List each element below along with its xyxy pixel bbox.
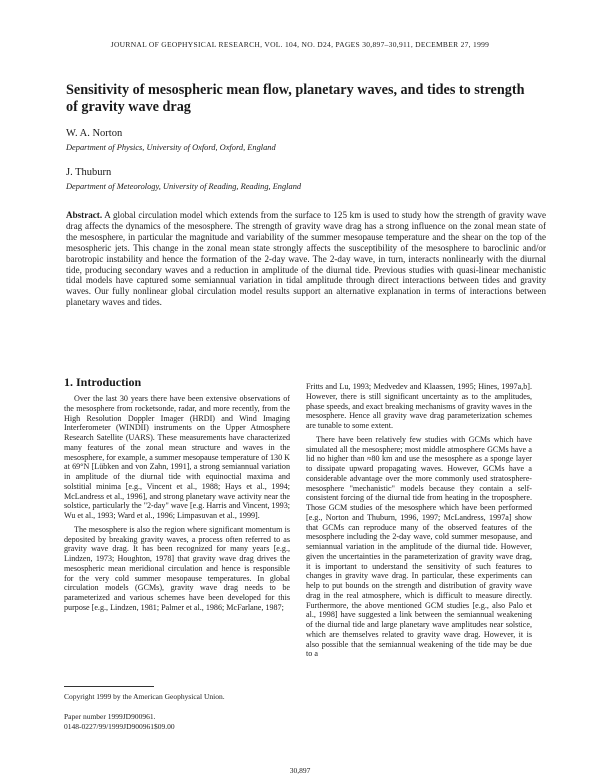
- abstract: [66, 210, 546, 308]
- left-paragraph-2: The mesosphere is also the region where significant momentum is deposited by breaking gravity waves, a process often referred to as gravity wave drag. It has been recognized for many years [e.g., Lindzen, 1973; Houghton, 1978] that gravity wave drag drives the mesospheric mean meridional circulation and hence is responsible for the very cold summer mesopause temperatures. In global circulation models (GCMs), gravity wave drag needs to be parameterized and various schemes have been developed for this purpose [e.g., Lindzen, 1981; Palmer et al., 1986; McFarlane, 1987;: [64, 524, 290, 612]
- section-heading-introduction: 1. Introduction: [64, 375, 142, 389]
- page-number: 30,897: [289, 766, 311, 775]
- author-name-1: W. A. Norton: [66, 128, 123, 139]
- right-paragraph-2: There have been relatively few studies with GCMs which have simulated all the mesosphere; most middle atmosphere GCMs have a lid no higher than ≈80 km and use the mesosphere as a sponge layer to dissipate upward propagating waves. However, GCMs have a considerable advantage over the more commonly used stratosphere-mesosphere "mechanistic" models because they contain a self-consistent forcing of the diurnal tide from heating in the troposphere. Those GCM studies of the mesosphere which have been performed [e.g., Norton and Thuburn, 1996, 1997; McLandress, 1997a] show that GCMs can reproduce many of the observed features of the mesosphere including the 2-day wave, cold summer mesopause, and semiannual variation in the amplitude of the diurnal tide. However, given the uncertainties in the parameterization of gravity wave drag, it is important to understand the sensitivity of such features to changes in gravity wave drag. In particular, these experiments can help to put bounds on the strength and distribution of gravity wave drag in the real atmosphere, which is difficult to measure directly. Furthermore, the above mentioned GCM studies [e.g., also Palo et al., 1998] have suggested a link between the semiannual weakening of the diurnal tide and large planetary wave amplitudes near solstice, which are themselves related to gravity wave drag. However, it is also possible that the semiannual weakening of the tide may be due to a: [306, 434, 532, 659]
- right-paragraph-1: Fritts and Lu, 1993; Medvedev and Klaassen, 1995; Hines, 1997a,b]. However, there is still significant uncertainty as to the amplitudes, phase speeds, and exact breaking mechanisms of gravity waves in the mesosphere. Hence all gravity wave drag parameterization schemes are tunable to some extent.: [306, 382, 532, 430]
- copyright-notice: Copyright 1999 by the American Geophysical Union.: [64, 692, 225, 701]
- author-affiliation-1: Department of Physics, University of Oxford, Oxford, England: [66, 143, 276, 152]
- footnote-rule: [64, 686, 154, 687]
- right-column: [306, 382, 532, 663]
- paper-title: Sensitivity of mesospheric mean flow, planetary waves, and tides to strength of gravity wave drag: [66, 82, 525, 115]
- abstract-label: Abstract.: [66, 210, 103, 220]
- paper-number: Paper number 1999JD900961.: [64, 712, 156, 721]
- author-affiliation-2: Department of Meteorology, University of Reading, Reading, England: [66, 182, 302, 191]
- issn-code: 0148-0227/99/1999JD900961$09.00: [64, 722, 175, 731]
- abstract-text: A global circulation model which extends from the surface to 125 km is used to study how the strength of gravity wave drag affects the dynamics of the mesosphere. The strength of gravity wave drag has a strong influence on the zonal mean state of the mesosphere, in particular the magnitude and variability of the summer mesopause temperature and the shear on the top of the mesospheric jets. This change in the zonal mean state strongly affects the susceptibility of the mesosphere to baroclinic and/or barotropic instability and hence the formation of the 2-day wave. The 2-day wave, in turn, interacts nonlinearly with the diurnal tide, producing secondary waves and a reduction in amplitude of the diurnal tide. Previous studies with quasi-linear mechanistic tidal models have captured some semiannual variation in tidal amplitude through direct interactions between tides and gravity waves. Our fully nonlinear global circulation model results support an alternative explanation in terms of interactions between planetary waves and tides.: [66, 210, 546, 308]
- left-paragraph-1: Over the last 30 years there have been extensive observations of the mesosphere from rocketsonde, radar, and more recently, from the High Resolution Doppler Imager (HRDI) and Wind Imaging Interferometer (WINDII) instruments on the Upper Atmosphere Research Satellite (UARS). These measurements have characterized many features of the zonal mean structure and waves in the mesosphere, for example, a summer mesopause temperature of 130 K at 69°N [Lübken and von Zahn, 1991], a strong semiannual variation in amplitude of the diurnal tide with equinoctial maxima and solstitial minima [e.g., Vincent et al., 1988; Hays et al., 1994; McLandress et al., 1996], and strong planetary wave activity near the solstice, particularly the "2-day" wave [e.g. Harris and Vincent, 1993; Wu et al., 1993; Ward et al., 1996; Limpasuvan et al., 1999].: [64, 394, 290, 520]
- left-column: [64, 394, 290, 617]
- journal-header: JOURNAL OF GEOPHYSICAL RESEARCH, VOL. 104, NO. D24, PAGES 30,897–30,911, DECEMBER 27, 1999: [110, 40, 490, 49]
- author-name-2: J. Thuburn: [66, 167, 112, 178]
